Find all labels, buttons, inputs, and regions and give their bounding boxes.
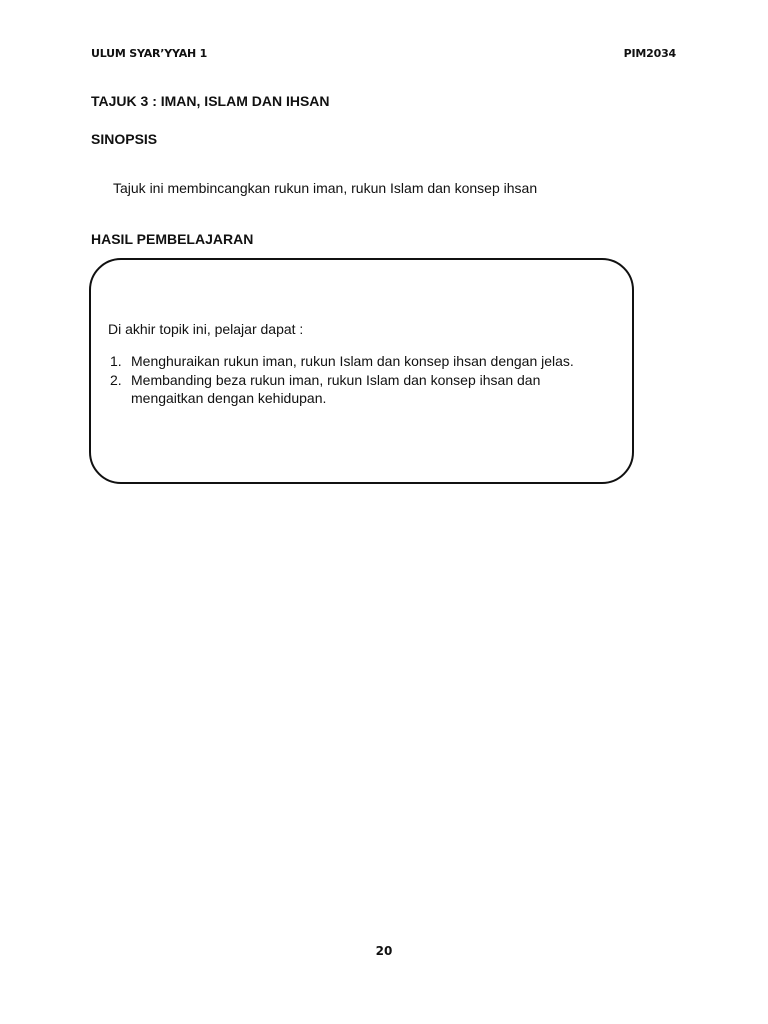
list-number: 1. — [110, 353, 122, 369]
header-course-title: ULUM SYAR’YYAH 1 — [91, 47, 208, 60]
page-number: 20 — [375, 944, 393, 958]
synopsis-text: Tajuk ini membincangkan rukun iman, rukun Islam dan konsep ihsan — [113, 180, 538, 196]
learning-outcomes-intro: Di akhir topik ini, pelajar dapat : — [108, 321, 304, 337]
learning-outcome-item-2 — [110, 371, 540, 389]
header-course-code: PIM2034 — [623, 47, 676, 60]
learning-outcome-item-2-continuation: mengaitkan dengan kehidupan. — [131, 390, 327, 406]
learning-outcomes-heading: HASIL PEMBELAJARAN — [91, 231, 254, 247]
synopsis-heading: SINOPSIS — [91, 131, 158, 147]
list-item-text: Menghuraikan rukun iman, rukun Islam dan konsep ihsan dengan jelas. — [131, 353, 574, 369]
list-number: 2. — [110, 372, 122, 388]
topic-title: TAJUK 3 : IMAN, ISLAM DAN IHSAN — [91, 93, 330, 109]
list-item-text: Membanding beza rukun iman, rukun Islam dan konsep ihsan dan — [131, 372, 541, 388]
learning-outcome-item-1 — [110, 352, 574, 370]
